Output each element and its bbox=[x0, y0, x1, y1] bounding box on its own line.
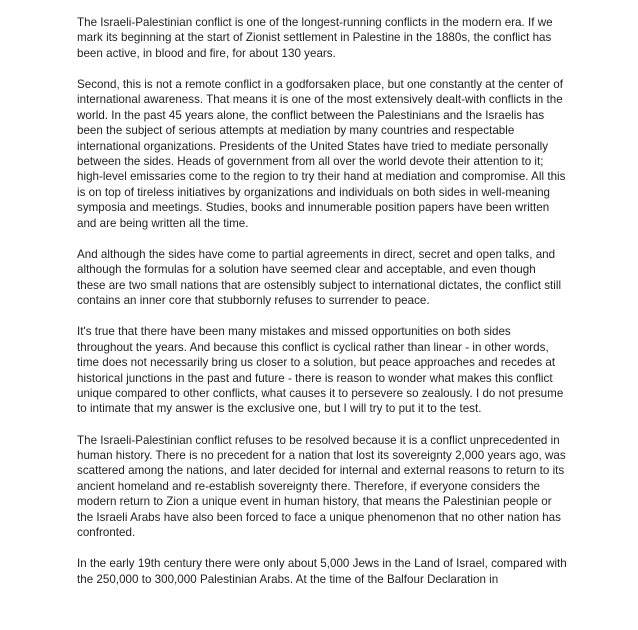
paragraph-5: The Israeli-Palestinian conflict refuses to be resolved because it is a conflict unprecedented in human history. There is no precedent for a nation that lost its sovereignty 2,000 years ago, was scattered among the nations, and later decided for internal and external reasons to return to its ancient homeland and re-establish sovereignty there. Therefore, if everyone considers the modern return to Zion a unique event in human history, that means the Palestinian people or the Israeli Arabs have also been forced to face a unique phenomenon that no other nation has confronted. bbox=[77, 433, 566, 539]
paragraph-6: In the early 19th century there were only about 5,000 Jews in the Land of Israel, compared with the 250,000 to 300,000 Palestinian Arabs. At the time of the Balfour Declaration in bbox=[77, 557, 567, 586]
article-body bbox=[77, 15, 567, 603]
paragraph-2: Second, this is not a remote conflict in a godforsaken place, but one constantly at the center of international awareness. That means it is one of the most extensively dealt-with conflicts in the world. In the past 45 years alone, the conflict between the Palestinians and the Israelis has been the subject of serious attempts at mediation by many countries and respectable international organizations. Presidents of the United States have tried to mediate personally between the sides. Heads of government from all over the world devote their attention to it; high-level emissaries come to the region to try their hand at mediation and compromise. All this is on top of tireless initiatives by organizations and individuals on both sides in well-meaning symposia and meetings. Studies, books and innumerable position papers have been written and are being written all the time. bbox=[77, 78, 566, 230]
paragraph-4: It's true that there have been many mistakes and missed opportunities on both sides throughout the years. And because this conflict is cyclical rather than linear - in other words, time does not necessarily bring us closer to a solution, but peace approaches and recedes at historical junctions in the past and future - there is reason to wonder what makes this conflict unique compared to other conflicts, what causes it to persevere so zealously. I do not presume to intimate that my answer is the exclusive one, but I will try to put it to the test. bbox=[77, 325, 564, 416]
paragraph-3: And although the sides have come to partial agreements in direct, secret and open talks, and although the formulas for a solution have seemed clear and acceptable, and even though these are two small nations that are ostensibly subject to international dictates, the conflict still contains an inner core that stubbornly refuses to surrender to peace. bbox=[77, 247, 562, 308]
paragraph-1: The Israeli-Palestinian conflict is one of the longest-running conflicts in the modern era. If we mark its beginning at the start of Zionist settlement in Palestine in the 1880s, the conflict has been active, in blood and fire, for about 130 years. bbox=[77, 16, 553, 60]
